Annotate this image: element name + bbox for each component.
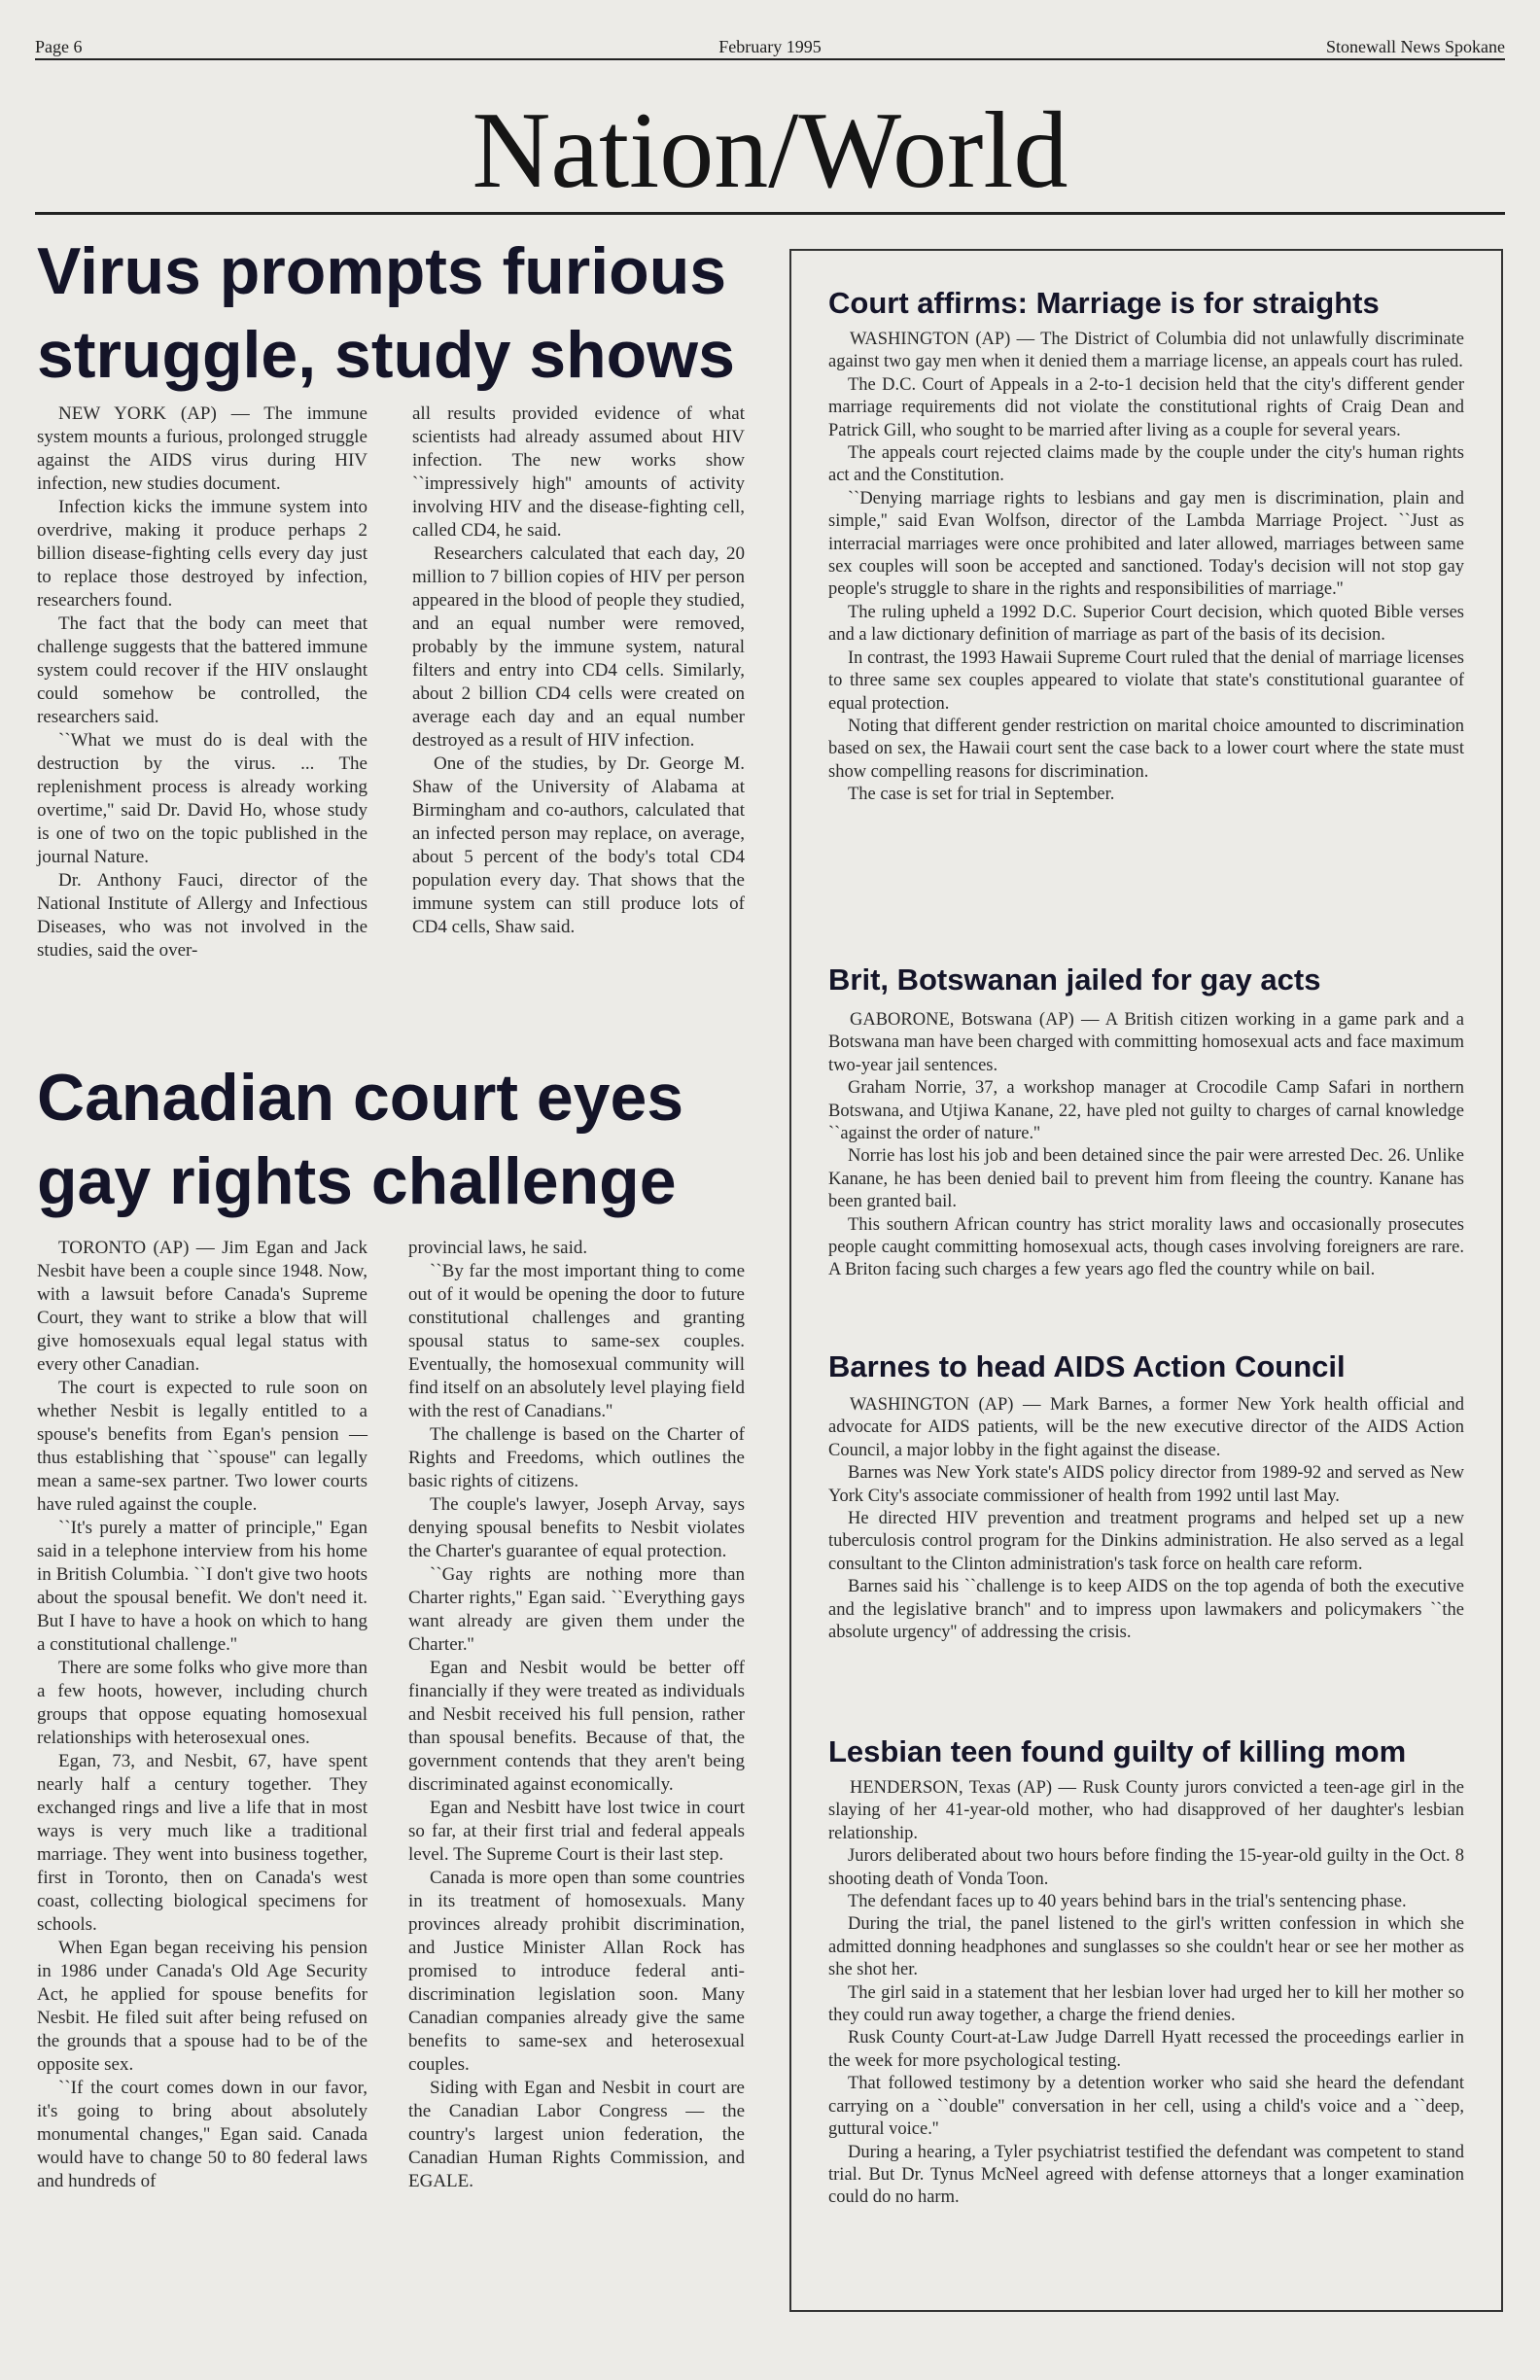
paragraph: He directed HIV prevention and treatment programs and helped set up a new tuberculosis control program for the Dinkins administration. He also served as a legal consultant to the Clinton administration's task force on health care reform.: [828, 1509, 1464, 1574]
paragraph: The fact that the body can meet that challenge suggests that the battered immune system could recover if the HIV onslaught could somehow be controlled, the researchers said.: [37, 613, 368, 727]
marriage-article-body: [828, 329, 1464, 807]
publication-name: Stonewall News Spokane: [1326, 37, 1505, 56]
paragraph: Noting that different gender restriction on marital choice amounted to discrimination based on sex, the Hawaii court sent the case back to a lower court where the state must show compelling reasons for discrimination.: [828, 716, 1464, 782]
paragraph: Siding with Egan and Nesbit in court are the Canadian Labor Congress — the country's largest union federation, the Canadian Human Rights Commission, and EGALE.: [408, 2078, 745, 2191]
botswana-article-body: [828, 1009, 1464, 1282]
paragraph: Graham Norrie, 37, a workshop manager at Crocodile Camp Safari in northern Botswana, and Utjiwa Kanane, 22, have pled not guilty to charges of carnal knowledge ``against the order of nature.'': [828, 1078, 1464, 1144]
paragraph: Infection kicks the immune system into overdrive, making it produce perhaps 2 billion disease-fighting cells every day just to replace those destroyed by infection, researchers found.: [37, 497, 368, 611]
paragraph: Canada is more open than some countries in its treatment of homosexuals. Many provinces already prohibit discrimination, and Justice Minister Allan Rock has promised to introduce federal anti-discrimination legislation soon. Many Canadian companies already give the same benefits to same-sex and heterosexual couples.: [408, 1868, 745, 2075]
paragraph: The case is set for trial in September.: [848, 785, 1115, 805]
paragraph: Egan and Nesbit would be better off financially if they were treated as individuals and Nesbit received his full pension, rather than spousal benefits. Because of that, the government contends that they aren't being discriminated against economically.: [408, 1658, 745, 1795]
paragraph: ``Denying marriage rights to lesbians and gay men is discrimination, plain and simple,'' said Evan Wolfson, director of the Lambda Marriage Project. ``Just as interracial marriages were once prohibited and later allowed, marriages between same sex couples will soon be accepted and sanctioned. Today's decision will not stop gay people's struggle to share in the rights and responsibilities of marriage.'': [828, 488, 1464, 600]
marriage-headline: Court affirms: Marriage is for straights: [828, 286, 1380, 320]
paragraph: In contrast, the 1993 Hawaii Supreme Court ruled that the denial of marriage licenses to three same sex couples appeared to violate that state's constitutional guarantee of equal protection.: [828, 648, 1464, 714]
virus-column-2: [412, 402, 745, 939]
paragraph: Rusk County Court-at-Law Judge Darrell Hyatt recessed the proceedings earlier in the week for more psychological testing.: [828, 2028, 1464, 2071]
barnes-headline: Barnes to head AIDS Action Council: [828, 1349, 1346, 1383]
paragraph: There are some folks who give more than a few hoots, however, including church groups that oppose equating homosexual relationships with heterosexual ones.: [37, 1658, 368, 1748]
paragraph: NEW YORK (AP) — The immune system mounts a furious, prolonged struggle against the AIDS virus during HIV infection, new studies document.: [37, 403, 368, 494]
paragraph: GABORONE, Botswana (AP) — A British citizen working in a game park and a Botswana man have been charged with committing homosexual acts and face maximum two-year jail sentences.: [828, 1010, 1464, 1075]
lesbian-teen-article-body: [828, 1777, 1464, 2210]
canadian-column-1: [37, 1237, 368, 2193]
paragraph: Norrie has lost his job and been detained since the pair were arrested Dec. 26. Unlike Kanane, he has been denied bail to prevent him from fleeing the country. Kanane has been granted bail.: [828, 1146, 1464, 1212]
paragraph: The court is expected to rule soon on whether Nesbit is legally entitled to a spouse's benefits from Egan's pension — thus establishing that ``spouse'' can legally mean a same-sex partner. Two lower courts have ruled against the couple.: [37, 1378, 368, 1515]
masthead: [35, 35, 1505, 60]
section-divider: [35, 212, 1505, 215]
paragraph: During a hearing, a Tyler psychiatrist testified the defendant was competent to stand trial. But Dr. Tynus McNeel agreed with defense attorneys that a longer examination could do no harm.: [828, 2142, 1464, 2208]
paragraph: The appeals court rejected claims made by the couple under the city's human rights act and the Constitution.: [828, 443, 1464, 486]
paragraph: That followed testimony by a detention worker who said she heard the defendant carrying on a ``double'' conversation in her cell, using a child's voice and a ``deep, guttural voice.'': [828, 2074, 1464, 2140]
paragraph: The girl said in a statement that her lesbian lover had urged her to kill her mother so they could run away together, a charge the friend denies.: [828, 1982, 1464, 2026]
paragraph: Researchers calculated that each day, 20 million to 7 billion copies of HIV per person appeared in the blood of people they studied, and an equal number were removed, probably by the immune system, natural filters and entry into CD4 cells. Similarly, about 2 billion CD4 cells were created on average each day and an equal number destroyed as a result of HIV infection.: [412, 543, 745, 751]
paragraph: ``What we must do is deal with the destruction by the virus. ... The replenishment process is already working overtime,'' said Dr. David Ho, whose study is one of two on the topic published in the journal Nature.: [37, 730, 368, 867]
paragraph: Dr. Anthony Fauci, director of the National Institute of Allergy and Infectious Diseases, who was not involved in the studies, said the over-: [37, 870, 368, 961]
paragraph: all results provided evidence of what scientists had already assumed about HIV infection. The new works show ``impressively high'' amounts of activity involving HIV and the disease-fighting cell, called CD4, he said.: [412, 403, 745, 541]
paragraph: The ruling upheld a 1992 D.C. Superior Court decision, which quoted Bible verses and a law dictionary definition of marriage as part of the basis of its decision.: [828, 602, 1464, 646]
paragraph: ``Gay rights are nothing more than Charter rights,'' Egan said. ``Everything gays want already are given them under the Charter.'': [408, 1564, 745, 1655]
paragraph: The couple's lawyer, Joseph Arvay, says denying spousal benefits to Nesbit violates the Charter's guarantee of equal protection.: [408, 1494, 745, 1561]
paragraph: ``If the court comes down in our favor, it's going to bring about absolutely monumental changes,'' Egan said. Canada would have to change 50 to 80 federal laws and hundreds of: [37, 2078, 368, 2191]
botswana-headline: Brit, Botswanan jailed for gay acts: [828, 962, 1321, 997]
paragraph: The defendant faces up to 40 years behind bars in the trial's sentencing phase.: [848, 1892, 1407, 1912]
paragraph: Egan, 73, and Nesbit, 67, have spent nearly half a century together. They exchanged rings and live a life that in most ways is very much like a traditional marriage. They went into business together, first in Toronto, then on Canada's west coast, collecting biological specimens for schools.: [37, 1751, 368, 1935]
paragraph: When Egan began receiving his pension in 1986 under Canada's Old Age Security Act, he applied for spouse benefits for Nesbit. He filed suit after being refused on the grounds that a spouse had to be of the opposite sex.: [37, 1938, 368, 2075]
section-title: Nation/World: [472, 90, 1068, 211]
paragraph: ``It's purely a matter of principle,'' Egan said in a telephone interview from his home in British Columbia. ``I don't give two hoots about the spousal benefit. We don't need it. But I have to have a hook on which to hang a constitutional challenge.'': [37, 1518, 368, 1655]
paragraph: The D.C. Court of Appeals in a 2-to-1 decision held that the city's different gender marriage requirements did not violate the constitutional rights of Craig Dean and Patrick Gill, who sought to be married after living as a couple for several years.: [828, 374, 1464, 440]
paragraph: TORONTO (AP) — Jim Egan and Jack Nesbit have been a couple since 1948. Now, with a lawsuit before Canada's Supreme Court, they want to strike a blow that will give homosexuals equal legal status with every other Canadian.: [37, 1238, 368, 1375]
paragraph: During the trial, the panel listened to the girl's written confession in which she admitted donning headphones and sunglasses so she couldn't hear or see her mother as she shot her.: [828, 1914, 1464, 1980]
paragraph: WASHINGTON (AP) — Mark Barnes, a former New York health official and advocate for AIDS patients, will be the new executive director of the AIDS Action Council, a major lobby in the fight against the disease.: [828, 1395, 1464, 1460]
lesbian-teen-headline: Lesbian teen found guilty of killing mom: [828, 1734, 1407, 1768]
issue-date: February 1995: [718, 37, 822, 56]
paragraph: Barnes said his ``challenge is to keep AIDS on the top agenda of both the executive and the legislative branch'' and to impress upon lawmakers and policymakers ``the absolute urgency'' of addressing the crisis.: [828, 1577, 1464, 1643]
paragraph: One of the studies, by Dr. George M. Shaw of the University of Alabama at Birmingham and co-authors, calculated that an infected person may replace, on average, about 5 percent of the body's total CD4 population every day. That shows that the immune system can still produce lots of CD4 cells, Shaw said.: [412, 753, 745, 937]
virus-column-1: [37, 402, 368, 962]
virus-headline: Virus prompts furious struggle, study shows: [37, 234, 735, 392]
paragraph: HENDERSON, Texas (AP) — Rusk County jurors convicted a teen-age girl in the slaying of her 41-year-old mother, who had disapproved of her daughter's lesbian relationship.: [828, 1778, 1464, 1843]
paragraph: ``By far the most important thing to come out of it would be opening the door to future constitutional challenges and granting spousal status to same-sex couples. Eventually, the homosexual community will find itself on an absolutely level playing field with the rest of Canadians.'': [408, 1261, 745, 1421]
paragraph: Barnes was New York state's AIDS policy director from 1989-92 and served as New York City's associate commissioner of health from 1992 until last May.: [828, 1463, 1464, 1506]
paragraph: This southern African country has strict morality laws and occasionally prosecutes people caught committing homosexual acts, though cases involving foreigners are rare. A Briton facing such charges a few years ago fled the country while on bail.: [828, 1214, 1464, 1280]
paragraph: Egan and Nesbitt have lost twice in court so far, at their first trial and federal appeals level. The Supreme Court is their last step.: [408, 1798, 745, 1865]
paragraph: WASHINGTON (AP) — The District of Columbia did not unlawfully discriminate against two gay men when it denied them a marriage license, an appeals court has ruled.: [828, 330, 1464, 372]
paragraph: The challenge is based on the Charter of Rights and Freedoms, which outlines the basic rights of citizens.: [408, 1424, 745, 1491]
paragraph: Jurors deliberated about two hours before finding the 15-year-old guilty in the Oct. 8 shooting death of Vonda Toon.: [828, 1846, 1464, 1889]
page-number: Page 6: [35, 37, 83, 56]
paragraph: provincial laws, he said.: [408, 1238, 588, 1258]
canadian-column-2: [408, 1237, 745, 2193]
canadian-headline: Canadian court eyes gay rights challenge: [37, 1061, 684, 1218]
barnes-article-body: [828, 1394, 1464, 1644]
